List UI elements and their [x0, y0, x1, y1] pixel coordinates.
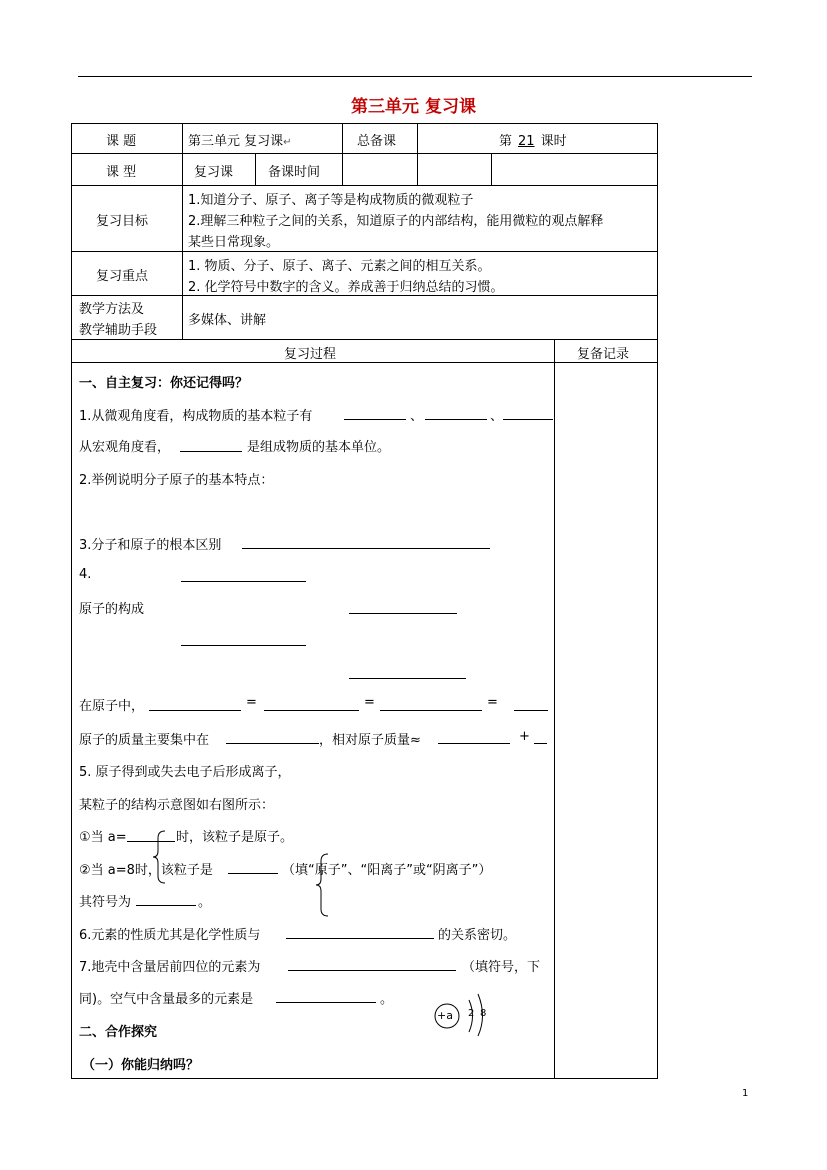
blank-4e[interactable]: [149, 710, 241, 711]
q1-separator-2: 、: [490, 409, 504, 424]
lesson-number: 21: [518, 134, 535, 149]
question-2: 2.举例说明分子原子的基本特点：: [79, 473, 274, 488]
atom-mass-label: 原子的质量主要集中在: [79, 733, 210, 748]
equals-1: =: [246, 695, 257, 710]
equals-3: =: [487, 695, 498, 710]
page-number: 1: [742, 1088, 749, 1099]
focus-line-1: 1. 物质、分子、原子、离子、元素之间的相互关系。: [188, 259, 491, 274]
relative-mass-label: ，相对原子质量≈: [319, 733, 421, 748]
question-5c2: ②当 a=8时，该粒子是: [79, 863, 213, 878]
blank-3[interactable]: [242, 548, 490, 549]
question-7c: 同)。空气中含量最多的元素是: [79, 992, 254, 1007]
question-5c2b: （填“原子”、“阳离子”或“阴离子”）: [282, 863, 492, 878]
blank-4k[interactable]: [534, 743, 547, 744]
question-7d: 。: [380, 992, 394, 1007]
question-7b: （填符号，下: [462, 960, 541, 975]
question-5c1: ①当 a=: [79, 830, 127, 845]
topic-value: [188, 130, 292, 149]
blank-6[interactable]: [286, 938, 434, 939]
lesson-suffix: 课时: [540, 134, 567, 149]
left-brace-icon: [151, 830, 167, 888]
prep-label: 总备课: [357, 134, 397, 149]
type-value: 复习课: [194, 165, 234, 180]
lesson-prefix: 第: [499, 134, 513, 149]
blank-4h[interactable]: [514, 710, 548, 711]
question-4: 4.: [79, 567, 92, 582]
blank-4j[interactable]: [438, 743, 510, 744]
blank-5b[interactable]: [228, 873, 278, 874]
topic-value-text: 第三单元 复习课: [188, 134, 284, 149]
lesson-count: [499, 130, 567, 149]
question-5b: 某粒子的结构示意图如右图所示：: [79, 798, 275, 813]
prep-time-label: 备课时间: [268, 165, 321, 180]
page-title: 第三单元 复习课: [351, 97, 476, 117]
question-6: 6.元素的性质尤其是化学性质与: [79, 928, 261, 943]
blank-4c[interactable]: [181, 645, 306, 646]
blank-4i[interactable]: [226, 743, 319, 744]
methods-label-1: 教学方法及: [79, 302, 145, 317]
type-label: 课 型: [106, 165, 137, 180]
equals-2: =: [364, 695, 375, 710]
nucleus-label: +a: [437, 1009, 453, 1022]
goals-label: 复习目标: [96, 214, 149, 229]
blank-4a[interactable]: [181, 581, 306, 582]
question-6b: 的关系密切。: [438, 928, 517, 943]
paragraph-mark-icon: ↵: [283, 137, 292, 148]
section-2-heading: 二、合作探究: [79, 1025, 158, 1040]
topic-label: 课 题: [106, 134, 137, 149]
electron-shell-2: 8: [480, 1008, 487, 1019]
blank-1c[interactable]: [503, 419, 553, 420]
methods-label-2: 教学辅助手段: [79, 323, 158, 338]
top-rule: [78, 76, 752, 77]
blank-4f[interactable]: [264, 710, 359, 711]
goals-line-3: 某些日常现象。: [188, 235, 280, 250]
focus-label: 复习重点: [96, 269, 149, 284]
atom-structure-label: 原子的构成: [79, 602, 145, 617]
question-5c1b: 时，该粒子是原子。: [176, 830, 294, 845]
question-5: 5. 原子得到或失去电子后形成离子，: [79, 765, 291, 780]
section-2-1-heading: （一）你能归纳吗？: [82, 1058, 200, 1073]
question-3: 3.分子和原子的根本区别: [79, 538, 222, 553]
blank-7b[interactable]: [276, 1002, 376, 1003]
question-5c3b: 。: [198, 895, 212, 910]
electron-shell-1: 2: [468, 1008, 475, 1019]
blank-4b[interactable]: [349, 613, 457, 614]
focus-line-2: 2. 化学符号中数字的含义。养成善于归纳总结的习惯。: [188, 280, 504, 295]
left-brace-icon: [314, 853, 330, 921]
atom-structure-diagram: [432, 988, 492, 1038]
blank-1d[interactable]: [180, 451, 242, 452]
methods-value: 多媒体、讲解: [188, 313, 267, 328]
goals-line-2: 2.理解三种粒子之间的关系，知道原子的内部结构，能用微粒的观点解释: [188, 214, 604, 229]
in-atom-label: 在原子中，: [79, 699, 145, 714]
notes-header: 复备记录: [577, 347, 630, 362]
process-header: 复习过程: [284, 347, 337, 362]
blank-1a[interactable]: [344, 419, 406, 420]
blank-5c[interactable]: [136, 905, 196, 906]
question-5c3: 其符号为: [79, 895, 132, 910]
section-1-heading: 一、自主复习：你还记得吗？: [79, 376, 249, 391]
question-1a: 1.从微观角度看，构成物质的基本粒子有: [79, 409, 313, 424]
question-1c: 是组成物质的基本单位。: [247, 440, 391, 455]
goals-line-1: 1.知道分子、原子、离子等是构成物质的微观粒子: [188, 193, 474, 208]
blank-4g[interactable]: [380, 710, 482, 711]
blank-7a[interactable]: [288, 970, 456, 971]
blank-4d[interactable]: [349, 678, 466, 679]
question-1b: 从宏观角度看，: [79, 440, 171, 455]
blank-1b[interactable]: [425, 419, 487, 420]
q1-separator-1: 、: [410, 409, 424, 424]
question-7: 7.地壳中含量居前四位的元素为: [79, 960, 261, 975]
plus-sign: +: [519, 729, 530, 744]
